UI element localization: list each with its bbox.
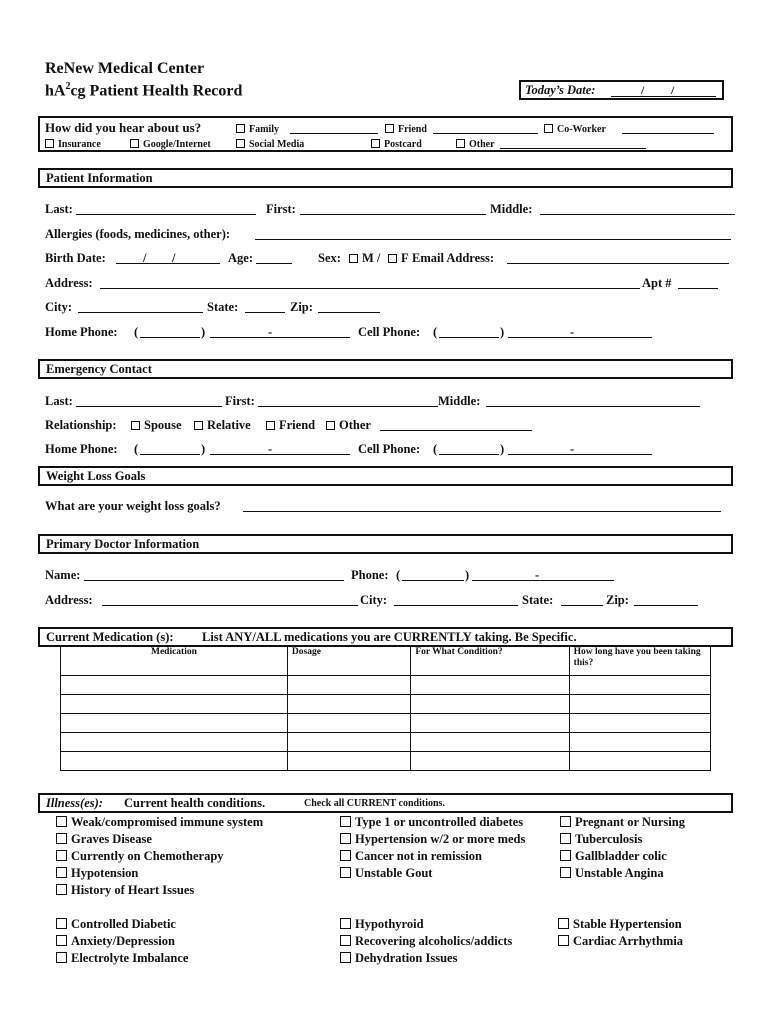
- cell[interactable]: [569, 733, 710, 752]
- illness-label: Stable Hypertension: [573, 917, 682, 931]
- col-dosage: Dosage: [287, 647, 410, 676]
- city-field[interactable]: [78, 312, 203, 313]
- cell[interactable]: [287, 752, 410, 771]
- illness-label: Electrolyte Imbalance: [71, 951, 189, 965]
- checkbox-icon[interactable]: [56, 867, 67, 878]
- illness-option[interactable]: [340, 866, 432, 881]
- weight-goals-label: What are your weight loss goals?: [45, 499, 221, 513]
- email-label: Email Address:: [412, 251, 495, 265]
- illness-option[interactable]: [340, 849, 482, 864]
- bd-sep: /: [172, 251, 176, 265]
- illness-option[interactable]: [56, 832, 152, 847]
- patient-info-header: Patient Information: [38, 168, 733, 188]
- referral-option-postcard[interactable]: Postcard: [371, 139, 422, 150]
- illness-option[interactable]: [56, 849, 224, 864]
- sex-label: Sex:: [318, 251, 341, 265]
- apt-label: Apt #: [642, 276, 672, 290]
- illness-option[interactable]: [558, 917, 682, 932]
- illness-label: Anxiety/Depression: [71, 934, 175, 948]
- cell[interactable]: [569, 714, 710, 733]
- checkbox-icon[interactable]: [371, 139, 380, 148]
- zip-label: Zip:: [290, 300, 313, 314]
- illness-option[interactable]: [340, 832, 525, 847]
- relationship-label: Relationship:: [45, 418, 117, 432]
- cell[interactable]: [61, 676, 288, 695]
- checkbox-icon[interactable]: [560, 816, 571, 827]
- doctor-zip-field[interactable]: [634, 605, 698, 606]
- paren: ): [500, 325, 505, 339]
- checkbox-icon[interactable]: [349, 254, 358, 263]
- patient-first-field[interactable]: [300, 214, 486, 215]
- friend-line[interactable]: [433, 133, 538, 134]
- dash: -: [570, 325, 575, 339]
- doctor-phone-label: Phone:: [351, 568, 389, 582]
- rel-spouse[interactable]: Spouse: [131, 418, 182, 433]
- checkbox-icon[interactable]: [558, 935, 569, 946]
- checkbox-icon[interactable]: [388, 254, 397, 263]
- todays-date-label: Today’s Date:: [525, 83, 596, 97]
- illness-option[interactable]: [340, 917, 424, 932]
- birth-date-field[interactable]: [116, 263, 220, 264]
- paren: (: [134, 442, 139, 456]
- paren: (: [396, 568, 401, 582]
- cell[interactable]: [61, 752, 288, 771]
- illness-label: Unstable Gout: [355, 866, 433, 880]
- checkbox-icon[interactable]: [236, 139, 245, 148]
- table-row[interactable]: [61, 676, 711, 695]
- checkbox-icon[interactable]: [560, 850, 571, 861]
- cell-phone-area-field[interactable]: [439, 337, 499, 338]
- table-row[interactable]: [61, 695, 711, 714]
- checkbox-icon[interactable]: [340, 918, 351, 929]
- table-row[interactable]: [61, 714, 711, 733]
- em-first-label: First:: [225, 394, 255, 408]
- cell[interactable]: [569, 676, 710, 695]
- illness-label: Tuberculosis: [575, 832, 643, 846]
- illness-option[interactable]: [56, 883, 194, 898]
- cell[interactable]: [411, 714, 569, 733]
- illness-label: History of Heart Issues: [71, 883, 195, 897]
- primary-doctor-header: Primary Doctor Information: [38, 534, 733, 554]
- illness-label: Controlled Diabetic: [71, 917, 176, 931]
- illness-option[interactable]: [340, 951, 457, 966]
- todays-date-box: Today’s Date: / /: [519, 80, 724, 100]
- cell[interactable]: [411, 733, 569, 752]
- cell[interactable]: [61, 733, 288, 752]
- allergies-label: Allergies (foods, medicines, other):: [45, 227, 231, 241]
- illness-option[interactable]: [56, 866, 138, 881]
- paren: ): [201, 442, 206, 456]
- dash: -: [268, 442, 273, 456]
- form-title: $hA^2cg$ Patient Health Record: [45, 81, 243, 100]
- todays-date-field[interactable]: [611, 96, 716, 97]
- illness-option[interactable]: [560, 866, 664, 881]
- paren: ): [465, 568, 470, 582]
- checkbox-icon[interactable]: [340, 867, 351, 878]
- col-condition: For What Condition?: [411, 647, 569, 676]
- paren: ): [500, 442, 505, 456]
- doctor-address-label: Address:: [45, 593, 93, 607]
- emergency-contact-header: Emergency Contact: [38, 359, 733, 379]
- illness-option[interactable]: [56, 815, 263, 830]
- illness-option[interactable]: [560, 832, 642, 847]
- email-field[interactable]: [507, 263, 729, 264]
- referral-option-friend[interactable]: Friend: [385, 124, 427, 135]
- referral-question: How did you hear about us?: [45, 120, 202, 135]
- doctor-state-label: State:: [522, 593, 554, 607]
- family-line[interactable]: [290, 133, 378, 134]
- checkbox-icon[interactable]: [340, 833, 351, 844]
- state-field[interactable]: [245, 312, 285, 313]
- allergies-field[interactable]: [255, 239, 731, 240]
- checkbox-icon[interactable]: [236, 124, 245, 133]
- checkbox-icon[interactable]: [340, 952, 351, 963]
- illness-label: Weak/compromised immune system: [71, 815, 264, 829]
- referral-option-social[interactable]: Social Media: [236, 139, 304, 150]
- address-label: Address:: [45, 276, 93, 290]
- referral-option-family[interactable]: Family: [236, 124, 279, 135]
- illness-label: Dehydration Issues: [355, 951, 458, 965]
- sex-f-option[interactable]: F: [388, 251, 409, 266]
- checkbox-icon[interactable]: [194, 421, 203, 430]
- doctor-name-field[interactable]: [84, 580, 344, 581]
- apt-field[interactable]: [678, 288, 718, 289]
- doctor-phone-number-field[interactable]: [472, 580, 614, 581]
- age-field[interactable]: [256, 263, 292, 264]
- cell-phone-number-field[interactable]: [508, 337, 652, 338]
- checkbox-icon[interactable]: [56, 850, 67, 861]
- em-cell-area-field[interactable]: [439, 454, 499, 455]
- table-row[interactable]: [61, 752, 711, 771]
- illness-option[interactable]: [340, 934, 512, 949]
- patient-last-field[interactable]: [76, 214, 256, 215]
- em-home-area-field[interactable]: [140, 454, 200, 455]
- checkbox-icon[interactable]: [326, 421, 335, 430]
- referral-option-insurance[interactable]: Insurance: [45, 139, 101, 150]
- cell[interactable]: [61, 695, 288, 714]
- dash: -: [268, 325, 273, 339]
- em-home-phone-label: Home Phone:: [45, 442, 118, 456]
- cell[interactable]: [287, 695, 410, 714]
- weight-goals-field[interactable]: [243, 511, 721, 512]
- em-middle-label: Middle:: [438, 394, 481, 408]
- cell[interactable]: [411, 695, 569, 714]
- rel-friend[interactable]: Friend: [266, 418, 315, 433]
- table-row[interactable]: [61, 733, 711, 752]
- paren: (: [134, 325, 139, 339]
- medication-table: [60, 646, 711, 771]
- checkbox-icon[interactable]: [340, 935, 351, 946]
- rel-other[interactable]: Other: [326, 418, 371, 433]
- checkbox-icon[interactable]: [130, 139, 139, 148]
- doctor-zip-label: Zip:: [606, 593, 629, 607]
- cell-phone-label: Cell Phone:: [358, 325, 421, 339]
- cell[interactable]: [569, 752, 710, 771]
- home-phone-number-field[interactable]: [210, 337, 350, 338]
- sex-m-option[interactable]: M /: [349, 251, 380, 266]
- checkbox-icon[interactable]: [544, 124, 553, 133]
- col-medication: Medication: [61, 647, 288, 676]
- patient-middle-field[interactable]: [540, 214, 735, 215]
- checkbox-icon[interactable]: [56, 935, 67, 946]
- referral-option-coworker[interactable]: Co-Worker: [544, 124, 606, 135]
- doctor-name-label: Name:: [45, 568, 81, 582]
- illness-label: Recovering alcoholics/addicts: [355, 934, 513, 948]
- rel-other-field[interactable]: [380, 430, 532, 431]
- em-cell-phone-label: Cell Phone:: [358, 442, 421, 456]
- age-label: Age:: [228, 251, 253, 265]
- checkbox-icon[interactable]: [340, 816, 351, 827]
- illness-label: Graves Disease: [71, 832, 152, 846]
- em-first-field[interactable]: [258, 406, 438, 407]
- checkbox-icon[interactable]: [456, 139, 465, 148]
- doctor-phone-area-field[interactable]: [402, 580, 464, 581]
- checkbox-icon[interactable]: [56, 816, 67, 827]
- weight-loss-header: Weight Loss Goals: [38, 466, 733, 486]
- illness-label: Pregnant or Nursing: [575, 815, 685, 829]
- doctor-state-field[interactable]: [561, 605, 603, 606]
- em-cell-number-field[interactable]: [508, 454, 652, 455]
- illness-label: Hypotension: [71, 866, 139, 880]
- illness-label: Cardiac Arrhythmia: [573, 934, 684, 948]
- illness-label: Cancer not in remission: [355, 849, 482, 863]
- illness-option[interactable]: [56, 917, 176, 932]
- home-phone-area-field[interactable]: [140, 337, 200, 338]
- checkbox-icon[interactable]: [385, 124, 394, 133]
- em-home-number-field[interactable]: [210, 454, 350, 455]
- illness-option[interactable]: [56, 934, 175, 949]
- doctor-city-label: City:: [360, 593, 388, 607]
- checkbox-icon[interactable]: [560, 867, 571, 878]
- checkbox-icon[interactable]: [56, 918, 67, 929]
- illness-label: Hypertension w/2 or more meds: [355, 832, 526, 846]
- illness-option[interactable]: [560, 815, 685, 830]
- illness-label: Gallbladder colic: [575, 849, 667, 863]
- checkbox-icon[interactable]: [558, 918, 569, 929]
- illness-label: Currently on Chemotherapy: [71, 849, 224, 863]
- illness-option[interactable]: [558, 934, 683, 949]
- home-phone-label: Home Phone:: [45, 325, 118, 339]
- state-label: State:: [207, 300, 239, 314]
- dash: -: [570, 442, 575, 456]
- cell[interactable]: [61, 714, 288, 733]
- first-label: First:: [266, 202, 296, 216]
- cell[interactable]: [569, 695, 710, 714]
- illness-label: Unstable Angina: [575, 866, 664, 880]
- checkbox-icon[interactable]: [56, 833, 67, 844]
- bd-sep: /: [143, 251, 147, 265]
- doctor-city-field[interactable]: [394, 605, 518, 606]
- cell[interactable]: [411, 676, 569, 695]
- city-label: City:: [45, 300, 73, 314]
- paren: (: [433, 442, 438, 456]
- medication-instruction: List ANY/ALL medications you are CURRENTLY taking. Be Specific.: [202, 630, 577, 644]
- checkbox-icon[interactable]: [56, 952, 67, 963]
- illness-option[interactable]: [340, 815, 523, 830]
- org-name: ReNew Medical Center: [45, 60, 205, 77]
- paren: (: [433, 325, 438, 339]
- birth-date-label: Birth Date:: [45, 251, 106, 265]
- checkbox-icon[interactable]: [266, 421, 275, 430]
- checkbox-icon[interactable]: [131, 421, 140, 430]
- checkbox-icon[interactable]: [560, 833, 571, 844]
- illness-option[interactable]: [560, 849, 667, 864]
- paren: ): [201, 325, 206, 339]
- checkbox-icon[interactable]: [340, 850, 351, 861]
- cell[interactable]: [287, 733, 410, 752]
- cell[interactable]: [287, 714, 410, 733]
- medication-header: Current Medication (s): List ANY/ALL medications you are CURRENTLY taking. Be Specific.: [38, 627, 733, 647]
- address-field[interactable]: [100, 288, 640, 289]
- zip-field[interactable]: [318, 312, 380, 313]
- last-label: Last:: [45, 202, 73, 216]
- rel-relative[interactable]: Relative: [194, 418, 251, 433]
- illness-label: Hypothyroid: [355, 917, 424, 931]
- referral-option-other[interactable]: Other: [456, 139, 495, 150]
- checkbox-icon[interactable]: [45, 139, 54, 148]
- referral-option-google[interactable]: Google/Internet: [130, 139, 211, 150]
- other-line[interactable]: [500, 148, 646, 149]
- cell[interactable]: [411, 752, 569, 771]
- illness-label: Type 1 or uncontrolled diabetes: [355, 815, 524, 829]
- doctor-address-field[interactable]: [102, 605, 358, 606]
- dash: -: [535, 568, 540, 582]
- em-last-field[interactable]: [76, 406, 222, 407]
- coworker-line[interactable]: [622, 133, 714, 134]
- em-last-label: Last:: [45, 394, 73, 408]
- middle-label: Middle:: [490, 202, 533, 216]
- cell[interactable]: [287, 676, 410, 695]
- checkbox-icon[interactable]: [56, 884, 67, 895]
- em-middle-field[interactable]: [486, 406, 700, 407]
- illness-option[interactable]: [56, 951, 188, 966]
- illness-header: Illness(es): Current health conditions. Check all CURRENT conditions.: [38, 793, 733, 813]
- col-duration: How long have you been taking this?: [569, 647, 710, 676]
